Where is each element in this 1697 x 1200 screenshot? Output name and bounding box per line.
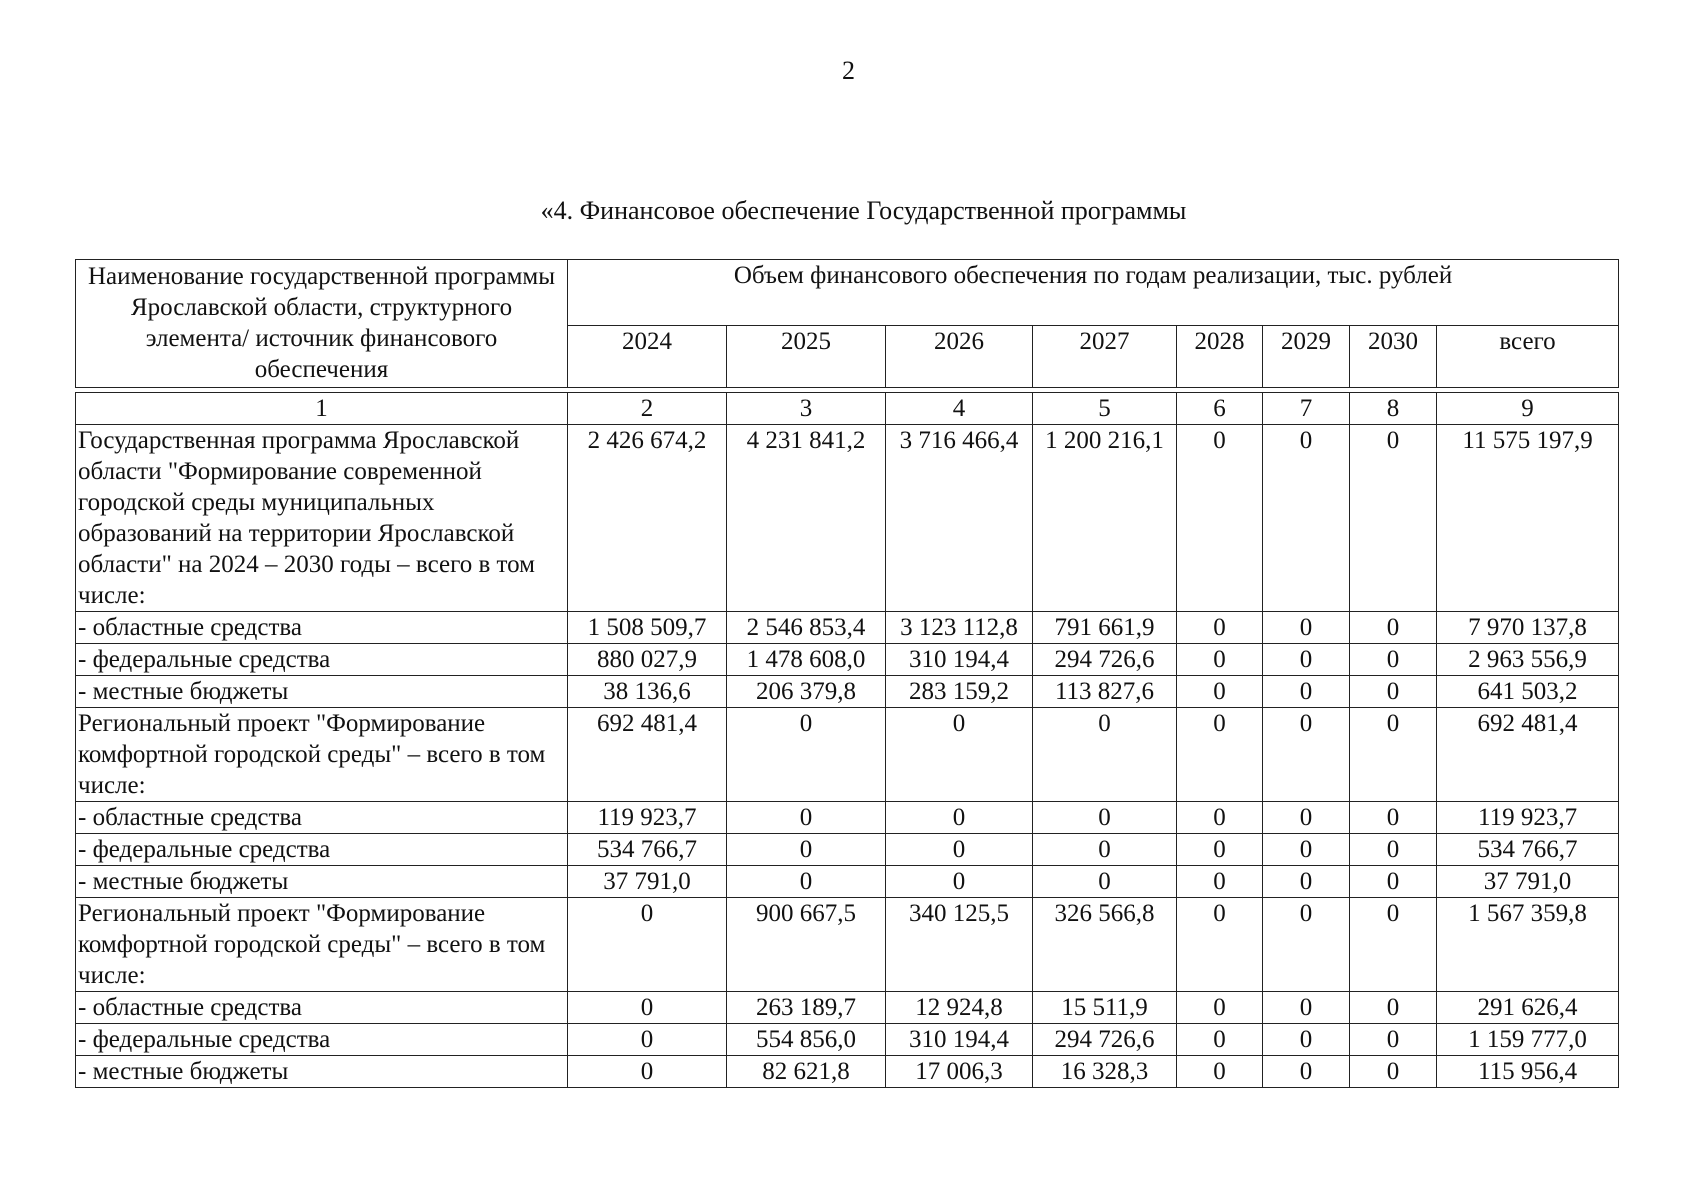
row-value-cell: 0 [886,834,1033,866]
row-value-cell: 12 924,8 [886,992,1033,1024]
financing-table [75,259,1619,1088]
row-value-cell: 113 827,6 [1033,676,1177,708]
row-name-cell: - федеральные средства [76,834,568,866]
row-value-cell: 283 159,2 [886,676,1033,708]
row-value-cell: 880 027,9 [568,644,727,676]
row-value-cell: 0 [1350,644,1437,676]
row-value-cell: 0 [1033,708,1177,802]
year-header: 2026 [886,326,1033,388]
row-value-cell: 0 [1177,644,1263,676]
row-value-cell: 0 [1350,834,1437,866]
row-value-cell: 0 [1177,898,1263,992]
row-name-cell: Государственная программа Ярославской области "Формирование современной городской среды муниципальных образований на территории Ярославской области" на 2024 – 2030 годы – всего в том числе: [76,425,568,612]
row-value-cell: 0 [1263,898,1350,992]
table-row [76,1056,1619,1088]
header-volume-cell [568,260,1619,326]
column-number: 7 [1263,393,1350,425]
row-value-cell: 294 726,6 [1033,1024,1177,1056]
row-name-cell: - областные средства [76,802,568,834]
row-value-cell: 16 328,3 [1033,1056,1177,1088]
row-name-cell: - областные средства [76,612,568,644]
year-header: 2027 [1033,326,1177,388]
row-name-cell: Региональный проект "Формирование комфортной городской среды" – всего в том числе: [76,898,568,992]
row-total-cell: 291 626,4 [1437,992,1619,1024]
header-row-1 [76,260,1619,326]
row-value-cell: 15 511,9 [1033,992,1177,1024]
row-total-cell: 692 481,4 [1437,708,1619,802]
row-value-cell: 0 [886,866,1033,898]
row-value-cell: 0 [1033,802,1177,834]
row-value-cell: 294 726,6 [1033,644,1177,676]
row-total-cell: 7 970 137,8 [1437,612,1619,644]
row-name-cell: - областные средства [76,992,568,1024]
row-value-cell: 263 189,7 [727,992,886,1024]
row-total-cell: 534 766,7 [1437,834,1619,866]
row-value-cell: 0 [886,708,1033,802]
row-value-cell: 0 [1350,676,1437,708]
row-value-cell: 1 478 608,0 [727,644,886,676]
row-value-cell: 534 766,7 [568,834,727,866]
row-value-cell: 206 379,8 [727,676,886,708]
row-value-cell: 0 [1350,802,1437,834]
column-number: 3 [727,393,886,425]
table-row [76,612,1619,644]
row-value-cell: 900 667,5 [727,898,886,992]
row-value-cell: 0 [568,1024,727,1056]
row-value-cell: 0 [1177,802,1263,834]
year-header: 2025 [727,326,886,388]
row-value-cell: 0 [1177,1056,1263,1088]
row-value-cell: 0 [1177,612,1263,644]
row-value-cell: 0 [727,834,886,866]
row-value-cell: 0 [1350,612,1437,644]
row-value-cell: 2 546 853,4 [727,612,886,644]
total-header: всего [1437,326,1619,388]
row-value-cell: 37 791,0 [568,866,727,898]
row-value-cell: 326 566,8 [1033,898,1177,992]
header-volume-text: Объем финансового обеспечения по годам реализации, тыс. рублей [733,262,1453,289]
row-total-cell: 11 575 197,9 [1437,425,1619,612]
row-value-cell: 554 856,0 [727,1024,886,1056]
row-name-cell: - местные бюджеты [76,866,568,898]
row-total-cell: 115 956,4 [1437,1056,1619,1088]
row-value-cell: 0 [1177,425,1263,612]
column-number: 9 [1437,393,1619,425]
row-value-cell: 0 [1350,1056,1437,1088]
row-value-cell: 0 [1033,866,1177,898]
row-value-cell: 0 [1177,708,1263,802]
row-value-cell: 0 [1177,1024,1263,1056]
row-value-cell: 0 [1263,802,1350,834]
row-value-cell: 17 006,3 [886,1056,1033,1088]
row-value-cell: 791 661,9 [1033,612,1177,644]
row-value-cell: 0 [1350,1024,1437,1056]
row-value-cell: 82 621,8 [727,1056,886,1088]
table-row [76,992,1619,1024]
row-value-cell: 340 125,5 [886,898,1033,992]
row-value-cell: 310 194,4 [886,644,1033,676]
table-row [76,802,1619,834]
row-value-cell: 0 [1263,1056,1350,1088]
column-number: 6 [1177,393,1263,425]
row-value-cell: 0 [1033,834,1177,866]
row-value-cell: 0 [1350,866,1437,898]
column-number: 1 [76,393,568,425]
row-name-cell: - федеральные средства [76,644,568,676]
column-number: 4 [886,393,1033,425]
row-value-cell: 0 [1350,992,1437,1024]
header-name-text: Наименование государственной программы Ярославской области, структурного элемента/ источник финансового обеспечения [87,263,556,383]
row-value-cell: 0 [1263,676,1350,708]
table-row [76,1024,1619,1056]
row-total-cell: 2 963 556,9 [1437,644,1619,676]
row-value-cell: 0 [1350,425,1437,612]
column-number: 5 [1033,393,1177,425]
table-row [76,425,1619,612]
row-value-cell: 0 [1177,676,1263,708]
row-value-cell: 0 [1263,866,1350,898]
row-value-cell: 0 [1177,992,1263,1024]
year-header: 2030 [1350,326,1437,388]
row-name-cell: - местные бюджеты [76,1056,568,1088]
header-name-cell [76,260,568,388]
row-value-cell: 0 [1263,992,1350,1024]
row-name-cell: Региональный проект "Формирование комфортной городской среды" – всего в том числе: [76,708,568,802]
table-row [76,644,1619,676]
row-value-cell: 0 [1263,644,1350,676]
table-row [76,834,1619,866]
section-title: «4. Финансовое обеспечение Государственной программы [540,196,1187,225]
row-value-cell: 0 [1263,612,1350,644]
row-value-cell: 119 923,7 [568,802,727,834]
year-header: 2024 [568,326,727,388]
row-value-cell: 0 [568,898,727,992]
row-total-cell: 641 503,2 [1437,676,1619,708]
row-value-cell: 0 [727,866,886,898]
row-value-cell: 0 [1263,708,1350,802]
table-row [76,708,1619,802]
row-total-cell: 1 567 359,8 [1437,898,1619,992]
row-value-cell: 1 508 509,7 [568,612,727,644]
row-name-cell: - местные бюджеты [76,676,568,708]
row-total-cell: 37 791,0 [1437,866,1619,898]
row-value-cell: 38 136,6 [568,676,727,708]
row-value-cell: 0 [1263,834,1350,866]
row-value-cell: 3 716 466,4 [886,425,1033,612]
row-name-cell: - федеральные средства [76,1024,568,1056]
row-value-cell: 0 [568,1056,727,1088]
row-value-cell: 0 [727,708,886,802]
row-value-cell: 2 426 674,2 [568,425,727,612]
column-number: 8 [1350,393,1437,425]
column-number-row [76,393,1619,425]
table-row [76,866,1619,898]
row-value-cell: 4 231 841,2 [727,425,886,612]
row-value-cell: 0 [568,992,727,1024]
row-value-cell: 0 [727,802,886,834]
row-value-cell: 692 481,4 [568,708,727,802]
table-row [76,676,1619,708]
row-value-cell: 310 194,4 [886,1024,1033,1056]
row-value-cell: 0 [1263,425,1350,612]
row-value-cell: 0 [1177,866,1263,898]
row-value-cell: 0 [1350,898,1437,992]
row-value-cell: 3 123 112,8 [886,612,1033,644]
page-number: 2 [842,56,855,85]
row-value-cell: 1 200 216,1 [1033,425,1177,612]
row-value-cell: 0 [1177,834,1263,866]
row-value-cell: 0 [1350,708,1437,802]
year-header: 2029 [1263,326,1350,388]
row-value-cell: 0 [1263,1024,1350,1056]
row-total-cell: 1 159 777,0 [1437,1024,1619,1056]
table-row [76,898,1619,992]
row-total-cell: 119 923,7 [1437,802,1619,834]
column-number: 2 [568,393,727,425]
row-value-cell: 0 [886,802,1033,834]
year-header: 2028 [1177,326,1263,388]
